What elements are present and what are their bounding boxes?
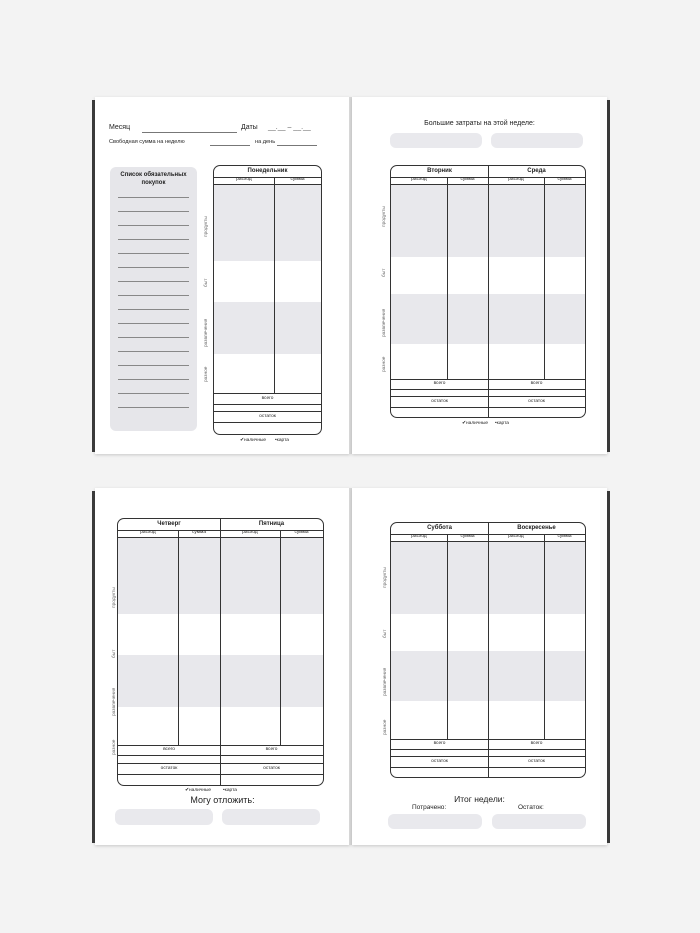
band-entertainment <box>214 302 321 354</box>
per-day-line <box>277 145 317 146</box>
monday-page <box>95 97 350 454</box>
table-subheader <box>214 177 321 185</box>
thu-fri-page <box>95 488 350 845</box>
row-divider <box>214 393 321 394</box>
big-expenses-title: Большие затраты на этой неделе: <box>424 120 535 127</box>
page-edge <box>92 491 95 843</box>
per-day-label: на день <box>255 139 276 145</box>
category-products: продукты <box>382 206 387 227</box>
remainder-label: остаток <box>528 759 545 764</box>
row-divider <box>214 422 321 423</box>
list-line[interactable] <box>118 239 189 240</box>
category-products: продукты <box>383 567 388 588</box>
category-products: продукты <box>204 216 209 237</box>
col-sum: сумма <box>460 177 475 182</box>
col-expense: расход <box>508 534 524 539</box>
total-label: всего <box>163 747 175 752</box>
category-entertainment: развлечения <box>112 687 117 716</box>
month-label: Месяц <box>109 124 131 131</box>
tue-wed-page <box>352 97 607 454</box>
row-divider <box>391 389 585 390</box>
day-title: Понедельник <box>247 168 288 174</box>
category-household: быт <box>383 629 388 638</box>
free-sum-label: Свободная сумма на неделю <box>109 139 185 145</box>
week-total-title: Итог недели: <box>454 794 505 804</box>
col-divider <box>280 530 281 745</box>
list-line[interactable] <box>118 337 189 338</box>
monday-table <box>213 165 322 435</box>
col-divider <box>447 177 448 379</box>
can-save-field[interactable] <box>115 809 213 825</box>
row-divider <box>214 404 321 405</box>
col-divider <box>544 534 545 739</box>
list-line[interactable] <box>118 295 189 296</box>
category-household: быт <box>112 649 117 658</box>
col-sum: сумма <box>191 530 206 535</box>
row-divider <box>391 756 585 757</box>
day-title: Среда <box>527 168 546 174</box>
row-divider <box>118 763 323 764</box>
list-line[interactable] <box>118 281 189 282</box>
list-line[interactable] <box>118 351 189 352</box>
total-label: всего <box>261 396 274 401</box>
category-household: быт <box>204 278 209 287</box>
spent-field[interactable] <box>388 814 482 829</box>
remainder-label: остаток <box>431 399 448 404</box>
legend-card: •карта <box>275 438 289 443</box>
remainder-summary-label: Остаток: <box>518 804 544 811</box>
shopping-list-title: Список обязательных покупок <box>120 172 187 186</box>
tue-wed-table <box>390 165 586 418</box>
row-divider <box>214 411 321 412</box>
total-label: всего <box>433 741 446 746</box>
category-products: продукты <box>112 587 117 608</box>
row-divider <box>391 749 585 750</box>
remainder-label: остаток <box>528 399 545 404</box>
category-misc: разное <box>382 356 387 372</box>
col-divider <box>178 530 179 745</box>
page-edge <box>607 100 610 452</box>
top-spread <box>95 97 607 454</box>
list-line[interactable] <box>118 267 189 268</box>
day-title: Суббота <box>427 525 452 531</box>
remainder-field[interactable] <box>492 814 586 829</box>
legend-cash: ✔наличные <box>240 438 267 443</box>
category-entertainment: развлечения <box>382 308 387 337</box>
page-edge <box>607 491 610 843</box>
bottom-spread <box>95 488 607 845</box>
total-label: всего <box>265 747 278 752</box>
total-label: всего <box>530 741 543 746</box>
remainder-label: остаток <box>160 766 178 771</box>
remainder-label: остаток <box>431 759 448 764</box>
sat-sun-page <box>352 488 607 845</box>
day-title: Воскресенье <box>517 525 556 531</box>
day-title: Вторник <box>427 168 452 174</box>
col-sum: сумма <box>290 177 305 182</box>
band-products <box>214 185 321 261</box>
big-expense-field[interactable] <box>491 133 583 148</box>
col-expense: расход <box>508 177 524 182</box>
list-line[interactable] <box>118 379 189 380</box>
col-sum: сумма <box>557 177 572 182</box>
category-entertainment: развлечения <box>383 667 388 696</box>
list-line[interactable] <box>118 253 189 254</box>
col-expense: расход <box>411 177 427 182</box>
dates-format: __.__ – __.__ <box>268 124 311 131</box>
free-sum-line <box>210 145 250 146</box>
list-line[interactable] <box>118 225 189 226</box>
category-misc: разное <box>383 719 388 735</box>
remainder-label: остаток <box>259 414 276 419</box>
row-divider <box>391 396 585 397</box>
list-line[interactable] <box>118 323 189 324</box>
remainder-label: остаток <box>263 766 280 771</box>
legend-cash: ✔наличные <box>462 421 489 426</box>
col-expense: расход <box>242 530 258 535</box>
shopping-list-box <box>110 167 197 431</box>
row-divider <box>118 774 323 775</box>
page-edge <box>92 100 95 452</box>
col-divider <box>544 177 545 379</box>
dates-label: Даты <box>241 124 258 131</box>
can-save-field[interactable] <box>222 809 320 825</box>
list-line[interactable] <box>118 309 189 310</box>
total-label: всего <box>433 381 446 386</box>
category-misc: разное <box>204 366 209 382</box>
list-line[interactable] <box>118 393 189 394</box>
category-entertainment: развлечения <box>204 318 209 347</box>
total-label: всего <box>530 381 543 386</box>
sat-sun-table <box>390 522 586 778</box>
big-expense-field[interactable] <box>390 133 482 148</box>
day-title: Четверг <box>157 521 181 527</box>
row-divider <box>391 739 585 740</box>
row-divider <box>391 407 585 408</box>
row-divider <box>391 767 585 768</box>
row-divider <box>391 379 585 380</box>
col-expense: расход <box>236 177 252 182</box>
spent-label: Потрачено: <box>412 804 447 811</box>
col-divider <box>274 177 275 393</box>
category-household: быт <box>382 268 387 277</box>
col-sum: сумма <box>460 534 475 539</box>
col-expense: расход <box>140 530 156 535</box>
col-sum: сумма <box>294 530 309 535</box>
can-save-title: Могу отложить: <box>190 795 255 805</box>
list-line[interactable] <box>118 197 189 198</box>
thu-fri-table <box>117 518 324 786</box>
col-divider <box>447 534 448 739</box>
list-line[interactable] <box>118 407 189 408</box>
category-misc: разное <box>112 739 117 755</box>
day-title: Пятница <box>258 521 285 527</box>
month-line <box>142 132 237 133</box>
col-sum: сумма <box>557 534 572 539</box>
legend-cash: ✔наличные <box>185 788 212 793</box>
list-line[interactable] <box>118 211 189 212</box>
legend-card: •карта <box>495 421 509 426</box>
list-line[interactable] <box>118 365 189 366</box>
col-expense: расход <box>411 534 427 539</box>
legend-card: •карта <box>223 788 237 793</box>
row-divider <box>118 755 323 756</box>
row-divider <box>118 745 323 746</box>
